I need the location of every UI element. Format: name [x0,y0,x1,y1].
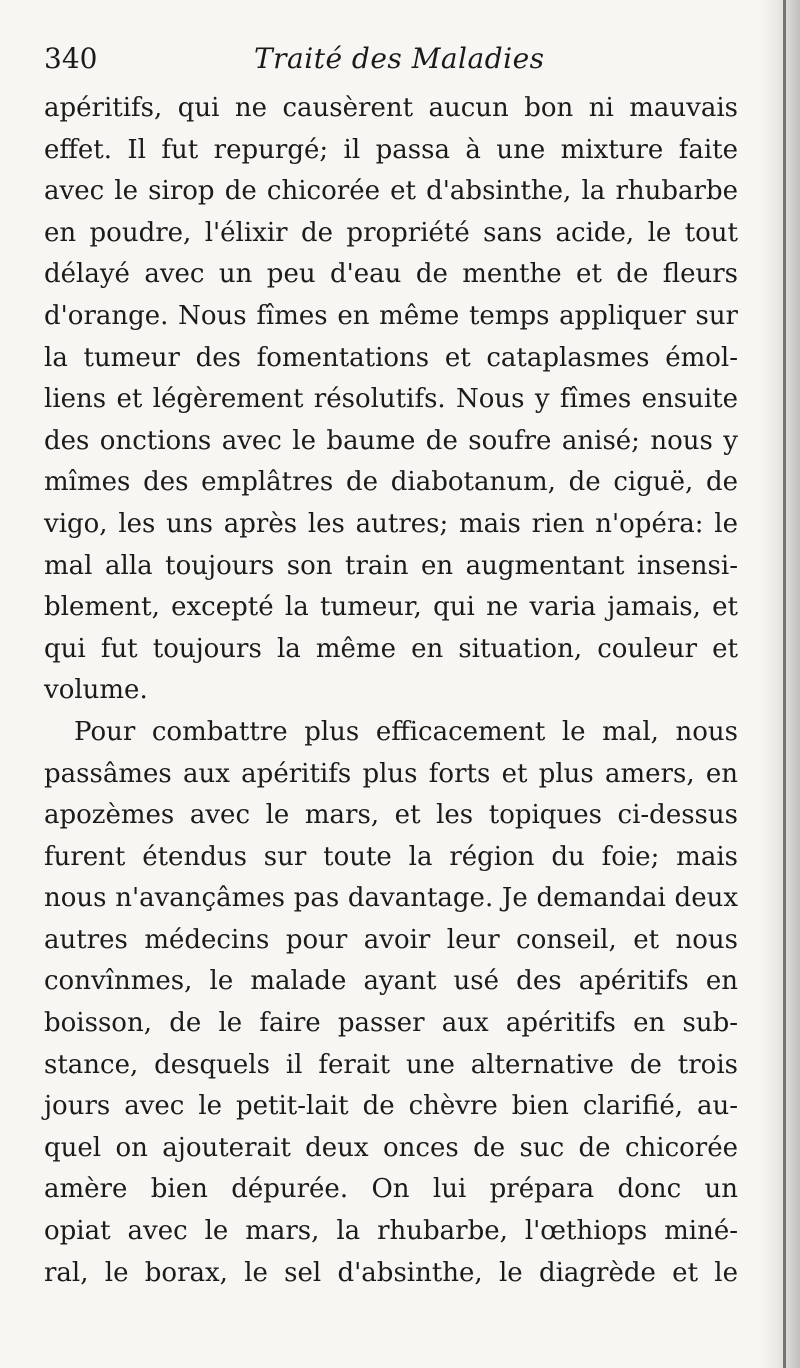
text-line: effet. Il fut repurgé; il passa à une mixture faite [44,134,738,165]
text-line: opiat avec le mars, la rhubarbe, l'œthiops miné- [44,1216,738,1247]
text-line: des onctions avec le baume de soufre anisé; nous y [44,425,738,456]
page-edge-shadow [758,0,800,1368]
text-line: blement, excepté la tumeur, qui ne varia jamais, et [44,592,738,623]
text-line: apozèmes avec le mars, et les topiques ci-dessus [44,800,738,831]
paragraph-1 [44,88,738,712]
text-line: ral, le borax, le sel d'absinthe, le diagrède et le [44,1257,738,1288]
text-line: apéritifs, qui ne causèrent aucun bon ni mauvais [44,93,738,123]
paragraph-2 [44,712,738,1294]
text-line: nous n'avançâmes pas davantage. Je demandai deux [44,883,738,914]
page-number: 340 [44,42,98,75]
text-line: liens et légèrement résolutifs. Nous y fîmes ensuite [44,384,738,415]
body-text [44,88,738,1294]
page-edge-line [783,0,786,1368]
text-line: mal alla toujours son train en augmentant insensi- [44,550,738,581]
text-line: convînmes, le malade ayant usé des apéritifs en [44,966,738,997]
text-line: mîmes des emplâtres de diabotanum, de ciguë, de [44,467,738,498]
text-line: amère bien dépurée. On lui prépara donc un [44,1174,738,1205]
text-line: quel on ajouterait deux onces de suc de chicorée [44,1132,738,1163]
text-line: vigo, les uns après les autres; mais rien n'opéra: le [44,508,738,539]
text-line: volume. [44,675,148,706]
text-line: boisson, de le faire passer aux apéritifs en sub- [44,1008,738,1039]
text-line: en poudre, l'élixir de propriété sans acide, le tout [44,217,738,248]
text-line: autres médecins pour avoir leur conseil, et nous [44,924,738,955]
text-line: passâmes aux apéritifs plus forts et plus amers, en [44,758,738,789]
text-line: Pour combattre plus efficacement le mal, nous [74,716,738,747]
text-line: jours avec le petit-lait de chèvre bien clarifié, au- [44,1091,738,1122]
page-header [44,40,734,90]
running-title: Traité des Maladies [254,42,545,75]
text-line: stance, desquels il ferait une alternative de trois [44,1049,738,1080]
text-line: la tumeur des fomentations et cataplasmes émol- [44,342,738,373]
text-line: avec le sirop de chicorée et d'absinthe, la rhubarbe [44,176,738,207]
text-line: furent étendus sur toute la région du foie; mais [44,841,738,872]
text-line: délayé avec un peu d'eau de menthe et de fleurs [44,259,738,290]
text-line: qui fut toujours la même en situation, couleur et [44,633,738,664]
text-line: d'orange. Nous fîmes en même temps appliquer sur [44,300,738,331]
